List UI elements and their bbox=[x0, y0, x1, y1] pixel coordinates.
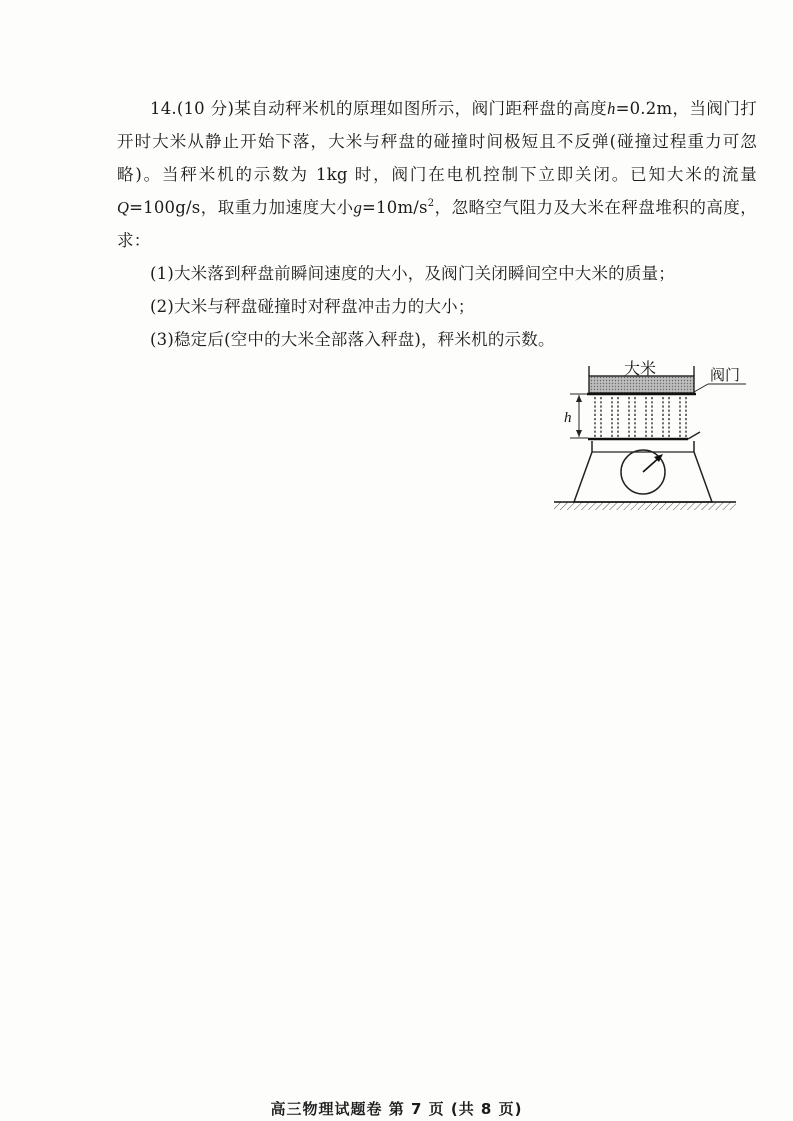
h-value: =0.2m bbox=[615, 99, 673, 118]
rice-scale-diagram bbox=[548, 352, 758, 516]
height-dimension bbox=[570, 394, 588, 438]
h-symbol: h bbox=[607, 99, 616, 118]
question-3: (3)稳定后(空中的大米全部落入秤盘)，秤米机的示数。 bbox=[150, 330, 555, 349]
problem-number: 14. bbox=[150, 99, 177, 118]
rice-scale-svg bbox=[548, 352, 758, 516]
stem-text-1: 某自动秤米机的原理如图所示，阀门距秤盘的高度 bbox=[234, 99, 608, 118]
problem-stem bbox=[117, 92, 757, 257]
falling-rice-streams bbox=[595, 397, 686, 437]
ground bbox=[554, 502, 736, 510]
g-exponent: 2 bbox=[427, 198, 435, 209]
q-value: =100g/s bbox=[129, 198, 201, 217]
scale-pan bbox=[588, 432, 700, 439]
stem-text-3: ，取重力加速度大小 bbox=[200, 198, 354, 217]
problem-score: (10 分) bbox=[176, 99, 235, 118]
problem-14 bbox=[117, 92, 757, 356]
valve bbox=[694, 366, 746, 392]
valve-label: 阀门 bbox=[710, 366, 741, 384]
g-symbol: g bbox=[353, 198, 363, 217]
scale-dial bbox=[621, 450, 665, 494]
question-2: (2)大米与秤盘碰撞时对秤盘冲击力的大小； bbox=[150, 297, 475, 316]
height-label: h bbox=[564, 410, 572, 426]
g-value: =10m/s bbox=[362, 198, 428, 217]
rice-hopper bbox=[587, 359, 696, 394]
question-1: (1)大米落到秤盘前瞬间速度的大小，及阀门关闭瞬间空中大米的质量； bbox=[150, 264, 675, 283]
stem-text-4: ，忽略空气阻力及大米在秤盘堆积的高度，求： bbox=[117, 198, 757, 250]
q-symbol: Q bbox=[117, 198, 130, 217]
page-footer: 高三物理试题卷 第 7 页 (共 8 页) bbox=[270, 1100, 523, 1118]
rice-label: 大米 bbox=[624, 359, 657, 378]
stem-text-2: ，当阀门打开时大米从静止开始下落，大米与秤盘的碰撞时间极短且不反弹(碰撞过程重力可忽略)。当秤米机的示数为 1kg 时，阀门在电机控制下立即关闭。已知大米的流量 bbox=[117, 99, 758, 184]
